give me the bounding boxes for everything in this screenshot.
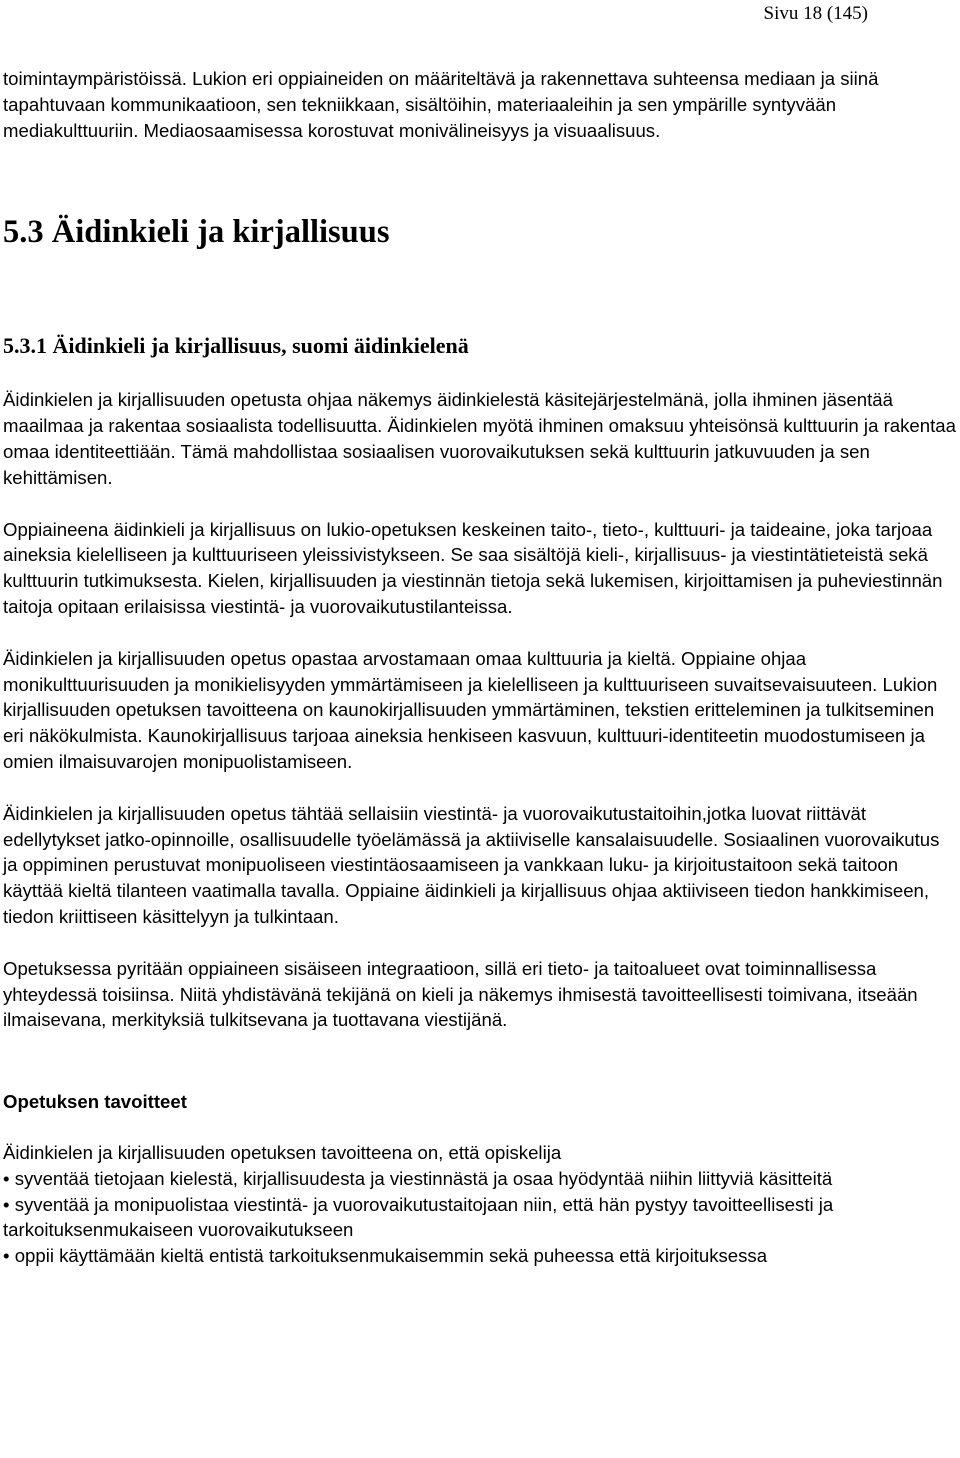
bullet-icon: • [3,1193,10,1215]
intro-paragraph: toimintaympäristöissä. Lukion eri oppiaineiden on määriteltävä ja rakennettava suhteensa mediaan ja siinä tapahtuvaan kommunikaatioon, sen tekniikkaan, sisältöihin, materiaaleihin ja sen ympärille syntyvään mediakulttuuriin. Mediaosaamisessa korostuvat monivälineisyys ja visuaalisuus. [3,68,879,141]
goal-list [3,1166,959,1269]
goal-list-item [3,1192,959,1244]
goal-text: syventää ja monipuolistaa viestintä- ja vuorovaikutustaitojaan niin, että hän pystyy tavoitteellisesti ja tarkoituksenmukaiseen vuorovaikutukseen [3,1193,834,1241]
document-body [3,66,959,1269]
goals-intro: Äidinkielen ja kirjallisuuden opetuksen tavoitteena on, että opiskelija [3,1141,562,1163]
body-paragraph: Oppiaineena äidinkieli ja kirjallisuus on lukio-opetuksen keskeinen taito-, tieto-, kulttuuri- ja taideaine, joka tarjoaa aineksia kielelliseen ja kulttuuriseen yleissivistykseen. Se saa sisältöjä kieli-, kirjallisuus- ja viestintätieteistä sekä kulttuurin tutkimuksesta. Kielen, kirjallisuuden ja viestinnän tietoja sekä lukemisen, kirjoittamisen ja puheviestinnän taitoja opitaan erilaisissa viestintä- ja vuorovaikutustilanteissa. [3,518,943,617]
goal-list-item [3,1166,959,1192]
subsection-heading: 5.3.1 Äidinkieli ja kirjallisuus, suomi äidinkielenä [3,333,469,359]
bullet-icon: • [3,1245,10,1267]
body-paragraph: Opetuksessa pyritään oppiaineen sisäiseen integraatioon, sillä eri tieto- ja taitoalueet ovat toiminnallisessa yhteydessä toisiinsa. Niitä yhdistävänä tekijänä on kieli ja näkemys ihmisestä tavoitteellisesti toimivana, itseään ilmaisevana, merkityksiä tulkitsevana ja tuottavana viestijänä. [3,957,918,1031]
page-number: Sivu 18 (145) [763,3,868,24]
body-paragraph: Äidinkielen ja kirjallisuuden opetusta ohjaa näkemys äidinkielestä käsitejärjestelmänä, jolla ihminen jäsentää maailmaa ja rakentaa sosiaalista todellisuutta. Äidinkielen myötä ihminen omaksuu yhteisönsä kulttuurin ja rakentaa omaa identiteettiään. Tämä mahdollistaa sosiaalisen vuorovaikutuksen sekä kulttuurin jatkuvuuden ja sen kehittämisen. [3,389,956,488]
body-paragraph: Äidinkielen ja kirjallisuuden opetus opastaa arvostamaan omaa kulttuuria ja kieltä. Oppiaine ohjaa monikulttuurisuuden ja monikielisyyden ymmärtämiseen ja kielelliseen ja kulttuuriseen suvaitsevaisuuteen. Lukion kirjallisuuden opetuksen tavoitteena on kaunokirjallisuuden ymmärtäminen, tekstien eritteleminen ja tulkitseminen eri näkökulmista. Kaunokirjallisuus tarjoaa aineksia henkiseen kasvuun, kulttuuri-identiteetin muodostumiseen ja omien ilmaisuvarojen monipuolistamiseen. [3,647,938,772]
goals-heading: Opetuksen tavoitteet [3,1091,187,1113]
body-paragraph: Äidinkielen ja kirjallisuuden opetus tähtää sellaisiin viestintä- ja vuorovaikutustaitoihin,jotka luovat riittävät edellytykset jatko-opinnoille, osallisuudelle työelämässä ja aktiiviselle kansalaisuudelle. Sosiaalinen vuorovaikutus ja oppiminen perustuvat monipuoliseen viestintäosaamiseen ja vankkaan luku- ja kirjoitustaitoon sekä taitoon käyttää kieltä tilanteen vaatimalla tavalla. Oppiaine äidinkieli ja kirjallisuus ohjaa aktiiviseen tiedon hankkimiseen, tiedon kriittiseen käsittelyyn ja tulkintaan. [3,802,940,927]
goal-list-item [3,1243,959,1269]
goal-text: syventää tietojaan kielestä, kirjallisuudesta ja viestinnästä ja osaa hyödyntää niihin liittyviä käsitteitä [14,1167,833,1189]
section-heading: 5.3 Äidinkieli ja kirjallisuus [3,214,390,251]
bullet-icon: • [3,1167,10,1189]
goal-text: oppii käyttämään kieltä entistä tarkoituksenmukaisemmin sekä puheessa että kirjoituksessa [14,1245,768,1267]
